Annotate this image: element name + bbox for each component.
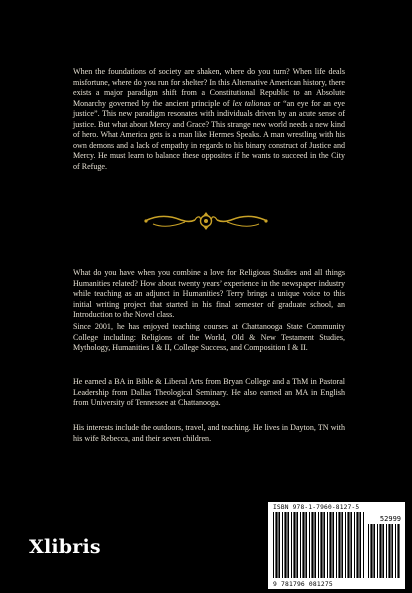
barcode-bar xyxy=(300,512,301,578)
barcode-bar xyxy=(323,512,325,578)
barcode-bar xyxy=(278,512,280,578)
barcode-bar xyxy=(377,524,378,578)
barcode-bar xyxy=(359,512,361,578)
barcode-bar xyxy=(273,512,274,578)
price-barcode-bars xyxy=(368,524,400,578)
barcode-bar xyxy=(293,512,295,578)
barcode-bar xyxy=(296,512,298,578)
barcode-bar xyxy=(388,524,390,578)
gold-flourish-ornament xyxy=(143,210,269,232)
barcode-bar xyxy=(368,524,369,578)
barcode-bar xyxy=(379,524,381,578)
barcode-bar xyxy=(282,512,283,578)
author-bio-paragraph: His interests include the outdoors, travel, and teaching. He lives in Dayton, TN with his wife Rebecca, and their seven children. xyxy=(73,423,345,443)
barcode-bar xyxy=(336,512,337,578)
barcode-bar xyxy=(395,524,396,578)
barcode-bar xyxy=(309,512,310,578)
author-bio-paragraph: What do you have when you combine a love for Religious Studies and all things Humanities related? How about twenty years’ experience in the newspaper industry while teaching as an adjunct in Humanities? Terry brings a unique voice to this initial writing project that started in his final semester of graduate school, an Introduction to the Novel class. xyxy=(73,268,345,320)
barcode-bar xyxy=(345,512,346,578)
publisher-logo: Xlibris xyxy=(29,536,101,558)
barcode-bar xyxy=(275,512,277,578)
author-bio-paragraph: Since 2001, he has enjoyed teaching courses at Chattanooga State Community College including: Religions of the World, Old & New Testament Studies, Mythology, Humanities I & II, College Success, and Composition I & II. xyxy=(73,322,345,353)
barcode-bar xyxy=(332,512,334,578)
barcode-bar xyxy=(347,512,349,578)
barcode-bar xyxy=(287,512,289,578)
barcode-bar xyxy=(373,524,375,578)
barcode-bar xyxy=(314,512,316,578)
barcode-bar xyxy=(363,512,364,578)
barcode-bar xyxy=(291,512,292,578)
latin-phrase: lex talionas xyxy=(232,98,271,108)
barcode-bar xyxy=(327,512,328,578)
barcode-bar xyxy=(382,524,384,578)
barcode-bar xyxy=(391,524,393,578)
barcode-bar xyxy=(329,512,331,578)
barcode-bars xyxy=(273,512,365,578)
barcode-bar xyxy=(354,512,355,578)
barcode-digits: 9 781796 081275 xyxy=(273,581,333,588)
barcode-bar xyxy=(338,512,340,578)
barcode-bar xyxy=(311,512,313,578)
barcode-bar xyxy=(350,512,352,578)
author-bio-paragraph: He earned a BA in Bible & Liberal Arts from Bryan College and a ThM in Pastoral Leadership from Dallas Theological Seminary. He also earned an MA in English from University of Tennessee at Chattanooga. xyxy=(73,377,345,408)
barcode-bar xyxy=(341,512,343,578)
barcode-bar xyxy=(305,512,307,578)
barcode-bar xyxy=(302,512,304,578)
isbn-barcode-block xyxy=(268,502,405,589)
price-code: 52999 xyxy=(379,515,401,523)
barcode-bar xyxy=(397,524,399,578)
isbn-label: ISBN 978-1-7960-8127-5 xyxy=(273,504,360,511)
barcode-bar xyxy=(318,512,319,578)
barcode-bar xyxy=(284,512,286,578)
barcode-bar xyxy=(370,524,372,578)
barcode-bar xyxy=(386,524,387,578)
barcode-bar xyxy=(320,512,322,578)
barcode-bar xyxy=(356,512,358,578)
synopsis-paragraph: When the foundations of society are shaken, where do you turn? When life deals misfortune, where do you run for shelter? In this Alternative American history, there exists a major paradigm shift from a Constitutional Republic to an Absolute Monarchy governed by the ancient principle of lex talionas or “an eye for an eye justice”. This new paradigm resonates with individuals driven by an acute sense of justice. But what about Mercy and Grace? This strange new world needs a new kind of hero. What America gets is a man like Hermes Speaks. A man wrestling with his own demons and a lack of empathy in regards to his binary construct of Justice and Mercy. He must learn to balance these opposites if he wants to succeed in the City of Refuge. xyxy=(73,67,345,171)
